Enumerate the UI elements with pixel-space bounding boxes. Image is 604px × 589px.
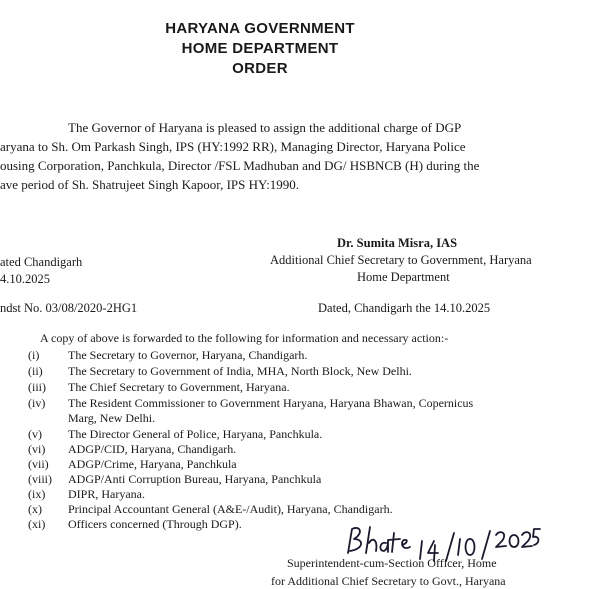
list-item-number: (v) (28, 427, 42, 441)
endorsement-date: Dated, Chandigarh the 14.10.2025 (318, 301, 491, 315)
list-item-text: DIPR, Haryana. (68, 487, 145, 501)
signatory-designation: Additional Chief Secretary to Government, Haryana (270, 253, 532, 267)
list-item-text: Principal Accountant General (A&E-/Audit), Haryana, Chandigarh. (68, 502, 393, 516)
footer-designation: Superintendent-cum-Section Officer, Home (287, 556, 497, 570)
list-item-number: (vii) (28, 457, 49, 471)
dated-date: 4.10.2025 (0, 272, 50, 286)
signatory-department: Home Department (357, 270, 450, 284)
order-paragraph-line: aryana to Sh. Om Parkash Singh, IPS (HY:1992 RR), Managing Director, Haryana Police (0, 139, 466, 154)
department-subheading: HOME DEPARTMENT (181, 40, 339, 57)
list-item-number: (ii) (28, 364, 43, 378)
list-item-text: The Chief Secretary to Government, Haryana. (68, 380, 290, 394)
list-item-number: (viii) (28, 472, 52, 486)
endorsement-number: ndst No. 03/08/2020-2HG1 (0, 301, 138, 315)
list-item-number: (iii) (28, 380, 46, 394)
list-item-text: ADGP/Crime, Haryana, Panchkula (68, 457, 237, 471)
list-item-text: Officers concerned (Through DGP). (68, 517, 242, 531)
list-item-number: (i) (28, 348, 40, 362)
footer-on-behalf: for Additional Chief Secretary to Govt., Haryana (271, 574, 506, 588)
signatory-name: Dr. Sumita Misra, IAS (337, 236, 458, 250)
list-item-number: (vi) (28, 442, 46, 456)
department-heading: HARYANA GOVERNMENT (165, 20, 355, 37)
list-item-text: The Secretary to Governor, Haryana, Chandigarh. (68, 348, 308, 362)
order-paragraph-line: The Governor of Haryana is pleased to assign the additional charge of DGP (68, 120, 462, 135)
order-paragraph-line: ousing Corporation, Panchkula, Director /FSL Madhuban and DG/ HSBNCB (H) during the (0, 158, 480, 173)
forward-intro: A copy of above is forwarded to the following for information and necessary action:- (40, 331, 449, 345)
list-item-text: ADGP/CID, Haryana, Chandigarh. (68, 442, 237, 456)
dated-place: ated Chandigarh (0, 255, 83, 269)
list-item-text: The Director General of Police, Haryana, Panchkula. (68, 427, 323, 441)
list-item-text: ADGP/Anti Corruption Bureau, Haryana, Panchkula (68, 472, 322, 486)
list-item-number: (xi) (28, 517, 46, 531)
list-item-text: The Resident Commissioner to Government Haryana, Haryana Bhawan, Copernicus (68, 396, 474, 410)
order-title: ORDER (232, 60, 288, 77)
list-item-text: Marg, New Delhi. (68, 411, 156, 425)
list-item-number: (iv) (28, 396, 46, 410)
list-item-number: (x) (28, 502, 42, 516)
list-item-text: The Secretary to Government of India, MHA, North Block, New Delhi. (68, 364, 412, 378)
order-paragraph-line: ave period of Sh. Shatrujeet Singh Kapoor, IPS HY:1990. (0, 177, 300, 192)
list-item-number: (ix) (28, 487, 46, 501)
